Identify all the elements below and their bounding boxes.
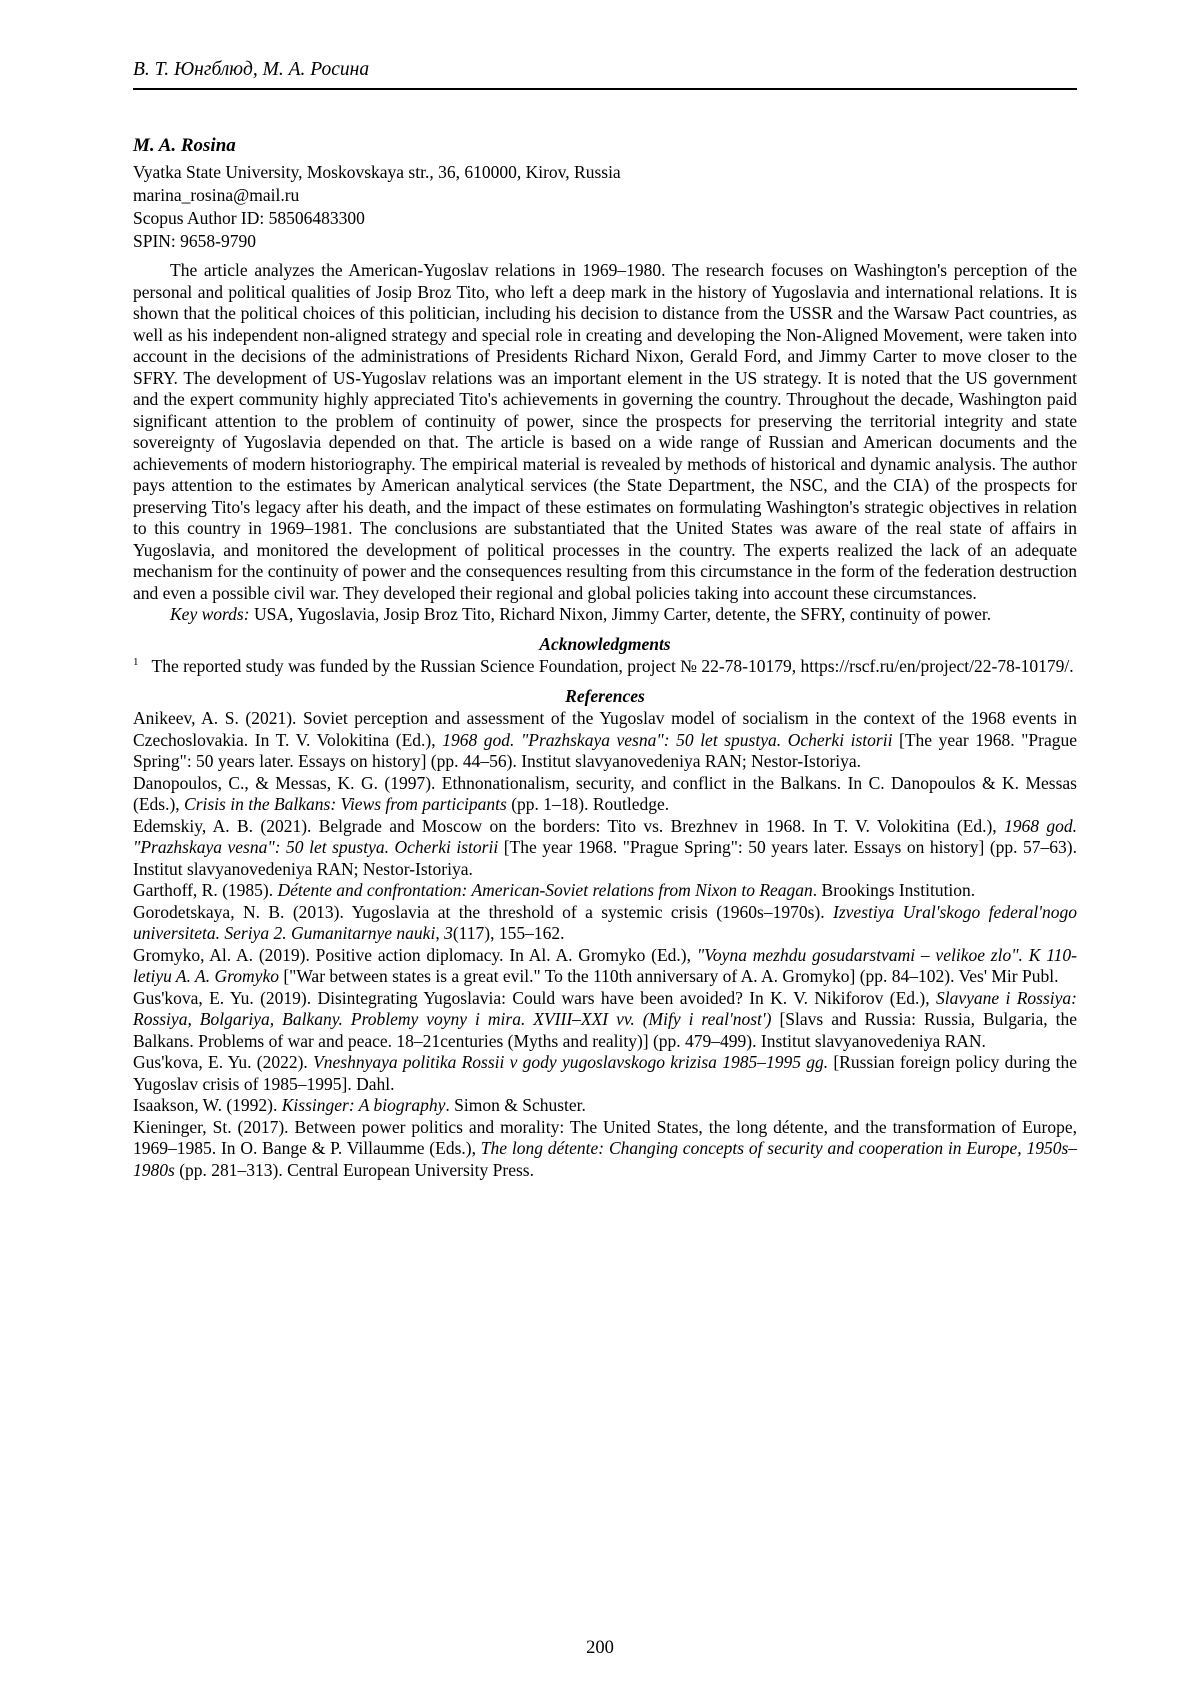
reference-text-segment: Gus'kova, E. Yu. (2022).: [133, 1052, 314, 1072]
reference-title-segment: "Voyna mezhdu gosudarstvami – velikoe zlo". K 110-letiyu A. A. Gromyko: [133, 944, 1077, 986]
reference-item: [133, 988, 1077, 1053]
author-spin: SPIN: 9658-9790: [133, 231, 256, 251]
reference-item: [133, 1052, 1077, 1095]
reference-title-segment: 1968 god. "Prazhskaya vesna": 50 let spustya. Ocherki istorii: [442, 729, 893, 750]
reference-text-segment: . Brookings Institution.: [812, 880, 976, 900]
reference-item: [133, 1117, 1077, 1182]
reference-item: [133, 880, 1077, 902]
reference-text-segment: [The year 1968. "Prague Spring": 50 years later. Essays on history] (pp. 57–63). Institut slavyanovedeniya RAN; Nestor-Istoriya.: [133, 837, 1078, 879]
page-content: [133, 134, 1077, 1181]
reference-text-segment: [Slavs and Russia: Russia, Bulgaria, the Balkans. Problems of war and peace. 18–21centuries (Myths and reality)] (pp. 479–499). Institut slavyanovedeniya RAN.: [133, 1009, 1077, 1051]
author-email: marina_rosina@mail.ru: [133, 185, 300, 205]
running-header: В. Т. Юнгблюд, М. А. Росина: [133, 59, 370, 80]
keywords-text: USA, Yugoslavia, Josip Broz Tito, Richard Nixon, Jimmy Carter, detente, the SFRY, continuity of power.: [249, 604, 992, 624]
page-number: 200: [586, 1638, 614, 1658]
reference-title-segment: Kissinger: A biography: [281, 1095, 446, 1115]
abstract-text: The article analyzes the American-Yugoslav relations in 1969–1980. The research focuses on Washington's perception of the personal and political qualities of Josip Broz Tito, who left a deep mark in the history of Yugoslavia and international relations. It is shown that the political choices of this politician, including his decision to distance from the USSR and the Warsaw Pact countries, as well as his independent non-aligned strategy and special role in creating and developing the Non-Aligned Movement, were taken into account in the decisions of the administrations of Presidents Richard Nixon, Gerald Ford, and Jimmy Carter to move closer to the SFRY. The development of US-Yugoslav relations was an important element in the US strategy. It is noted that the US government and the expert community highly appreciated Tito's achievements in governing the country. Throughout the decade, Washington paid significant attention to the problem of continuity of power, since the prospects for preserving the territorial integrity and state sovereignty of Yugoslavia depended on that. The article is based on a wide range of Russian and American documents and the achievements of modern historiography. The empirical material is revealed by methods of historical and dynamic analysis. The author pays attention to the estimates by American analytical services (the State Department, the NSC, and the CIA) of the prospects for preserving Tito's legacy after his death, and the impact of these estimates on formulating Washington's strategic objectives in relation to this country in 1969–1981. The conclusions are substantiated that the United States was aware of the real state of affairs in Yugoslavia, and monitored the development of political processes in the country. The experts realized the lack of an adequate mechanism for the continuity of power and the consequences resulting from this circumstance in the form of the federation destruction and even a possible civil war. They developed their regional and global policies taking into account these circumstances.: [133, 260, 1077, 603]
author-scopus-id: Scopus Author ID: 58506483300: [133, 208, 365, 228]
references-heading: References: [565, 685, 645, 706]
keywords: [133, 604, 1077, 626]
footnote-body: The reported study was funded by the Russian Science Foundation, project № 22-78-10179, https://rscf.ru/en/project/22-78-10179/.: [151, 656, 1074, 676]
header-rule: [133, 88, 1077, 90]
reference-title-segment: Détente and confrontation: American-Soviet relations from Nixon to Reagan: [277, 880, 813, 900]
reference-text-segment: (117), 155–162.: [452, 923, 565, 943]
author-name: M. A. Rosina: [133, 135, 236, 156]
reference-text-segment: ["War between states is a great evil." To the 110th anniversary of A. A. Gromyko] (pp. 84–102). Ves' Mir Publ.: [278, 966, 1059, 986]
reference-text-segment: Kieninger, St. (2017). Between power politics and morality: The United States, the long détente, and the transformation of Europe, 1969–1985. In O. Bange & P. Villaumme (Eds.),: [133, 1116, 1077, 1158]
reference-text-segment: Danopoulos, C., & Messas, K. G. (1997). Ethnonationalism, security, and conflict in the Balkans. In C. Danopoulos & K. Messas (Eds.),: [133, 772, 1077, 814]
acknowledgments-note: [133, 656, 1077, 678]
reference-item: [133, 708, 1077, 773]
reference-text-segment: Gromyko, Al. A. (2019). Positive action diplomacy. In Al. A. Gromyko (Ed.),: [133, 944, 697, 965]
acknowledgments-heading: Acknowledgments: [539, 633, 671, 654]
reference-text-segment: Gorodetskaya, N. B. (2013). Yugoslavia at the threshold of a systemic crisis (1960s–1970s).: [133, 901, 834, 922]
reference-text-segment: [Russian foreign policy during the Yugoslav crisis of 1985–1995]. Dahl.: [133, 1052, 1077, 1094]
reference-text-segment: ,: [435, 923, 445, 943]
reference-title-segment: Izvestiya Ural'skogo federal'nogo universiteta. Seriya 2. Gumanitarnye nauki: [133, 901, 1077, 943]
reference-text-segment: Garthoff, R. (1985).: [133, 880, 278, 900]
reference-title-segment: The long détente: Changing concepts of security and cooperation in Europe, 1950s–1980s: [133, 1138, 1077, 1180]
reference-text-segment: . Simon & Schuster.: [445, 1095, 586, 1115]
reference-item: [133, 773, 1077, 816]
reference-title-segment: Vneshnyaya politika Rossii v gody yugoslavskogo krizisa 1985–1995 gg.: [313, 1052, 829, 1072]
reference-text-segment: Isaakson, W. (1992).: [133, 1095, 282, 1115]
reference-list: [133, 708, 1077, 1181]
reference-text-segment: Anikeev, A. S. (2021). Soviet perception and assessment of the Yugoslav model of socialism in the context of the 1968 events in Czechoslovakia. In T. V. Volokitina (Ed.),: [133, 708, 1077, 750]
keywords-label: Key words:: [170, 604, 250, 624]
reference-title-segment: 3: [444, 923, 453, 943]
reference-item: [133, 1095, 1077, 1117]
reference-title-segment: Slavyane i Rossiya: Rossiya, Bolgariya, Balkany. Problemy voyny i mira. XVIII–XXI vv. (Mify i real'nost'): [133, 987, 1077, 1029]
reference-title-segment: 1968 god. "Prazhskaya vesna": 50 let spustya. Ocherki istorii: [133, 815, 1078, 857]
author-affiliation: Vyatka State University, Moskovskaya str., 36, 610000, Kirov, Russia: [133, 162, 621, 182]
reference-text-segment: [The year 1968. "Prague Spring": 50 years later. Essays on history] (pp. 44–56). Institut slavyanovedeniya RAN; Nestor-Istoriya.: [133, 729, 1077, 771]
reference-item: [133, 945, 1077, 988]
reference-text-segment: Gus'kova, E. Yu. (2019). Disintegrating Yugoslavia: Could wars have been avoided? In K. V. Nikiforov (Ed.),: [133, 987, 936, 1008]
footnote-marker: 1: [133, 656, 139, 669]
reference-text-segment: (pp. 281–313). Central European University Press.: [174, 1159, 534, 1180]
reference-text-segment: (pp. 1–18). Routledge.: [506, 794, 670, 814]
reference-text-segment: Edemskiy, A. B. (2021). Belgrade and Moscow on the borders: Tito vs. Brezhnev in 1968. In T. V. Volokitina (Ed.),: [133, 815, 1005, 836]
reference-title-segment: Crisis in the Balkans: Views from participants: [184, 794, 507, 814]
reference-item: [133, 816, 1077, 881]
reference-item: [133, 902, 1077, 945]
